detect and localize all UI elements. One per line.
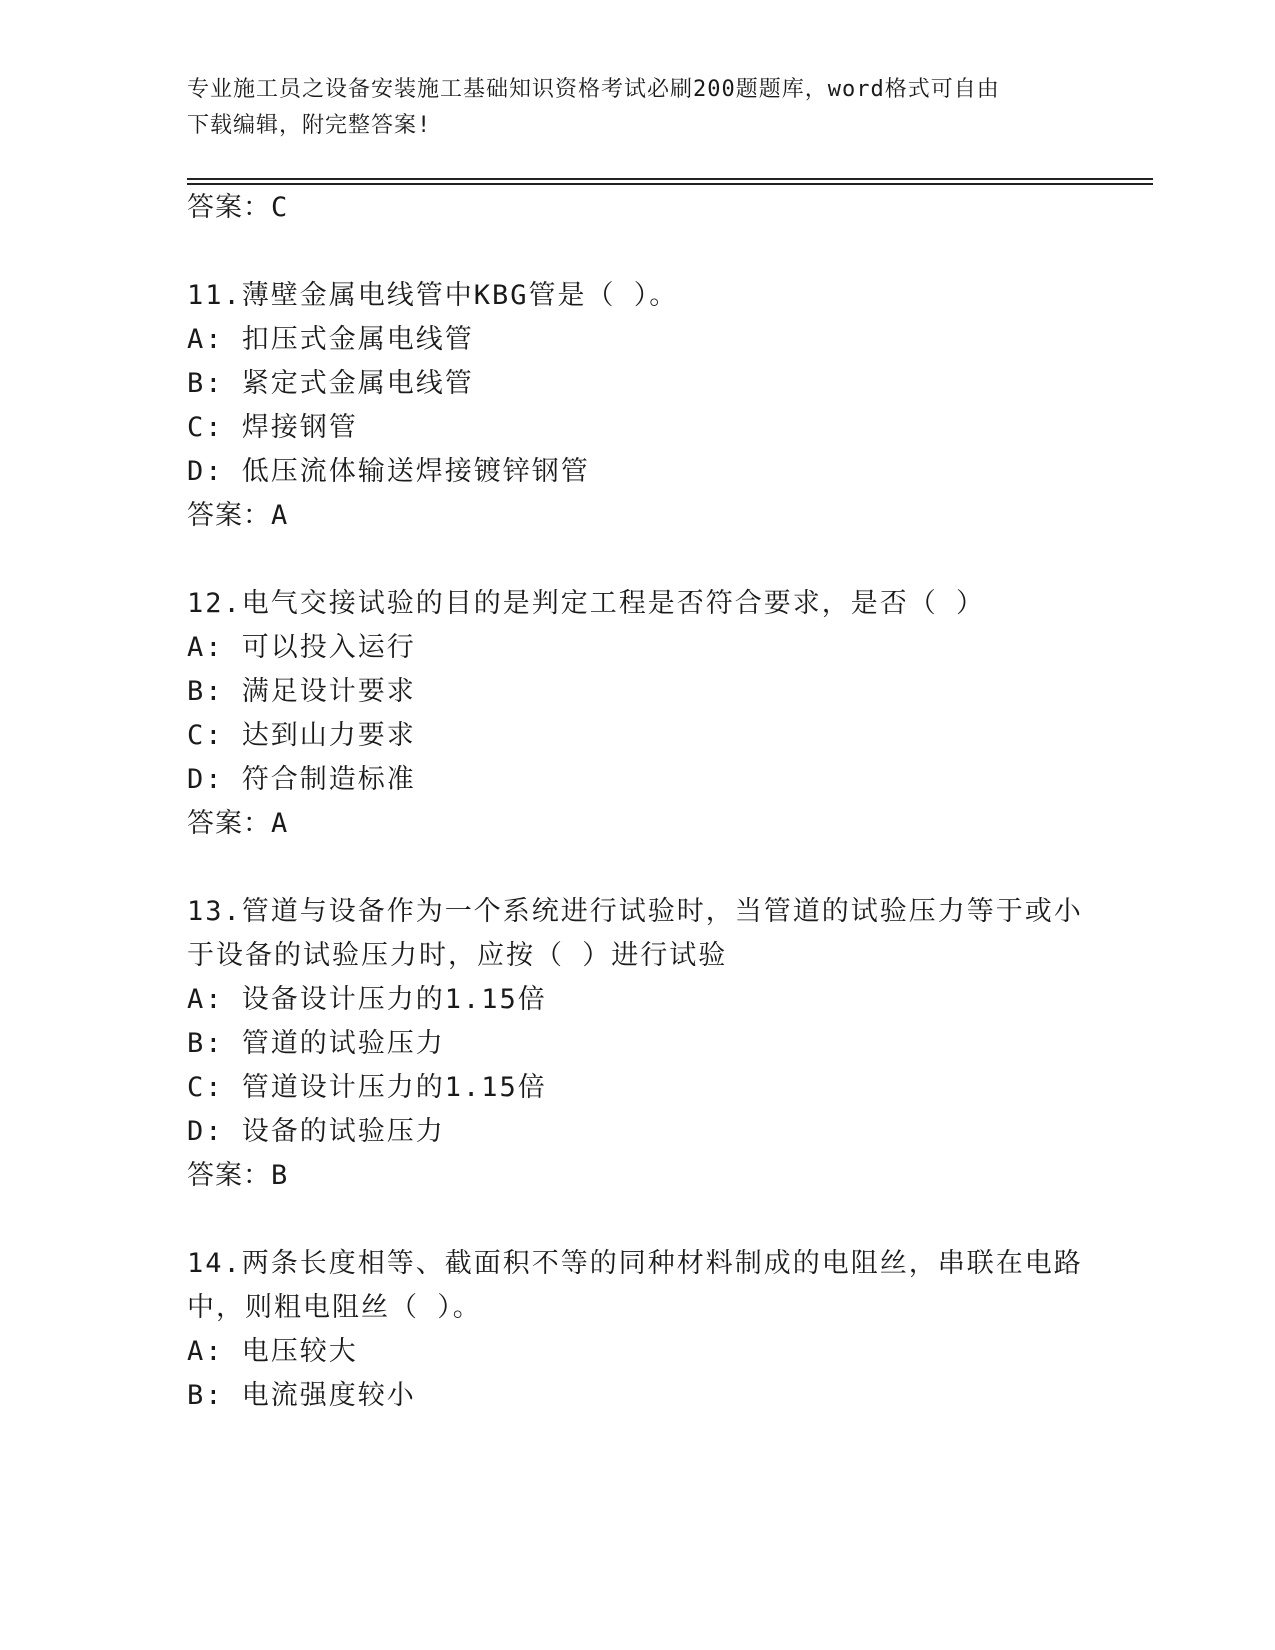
answer-label: 答案： xyxy=(187,808,271,839)
answer-label: 答案： xyxy=(187,1160,271,1191)
question-13-option-d: D: 设备的试验压力 xyxy=(187,1116,445,1147)
question-12-stem: 12.电气交接试验的目的是判定工程是否符合要求，是否（ ） xyxy=(187,588,986,619)
question-11-stem: 11.薄壁金属电线管中KBG管是（ ）。 xyxy=(187,280,679,311)
question-14-stem-line-1: 14.两条长度相等、截面积不等的同种材料制成的电阻丝，串联在电路 xyxy=(187,1248,1083,1279)
header-rule-bottom xyxy=(187,183,1153,185)
answer-value: A xyxy=(271,808,289,839)
document-header xyxy=(187,72,1067,144)
question-12-option-b: B: 满足设计要求 xyxy=(187,676,416,707)
question-12-option-a: A: 可以投入运行 xyxy=(187,632,416,663)
question-13-option-a: A: 设备设计压力的1.15倍 xyxy=(187,984,547,1015)
question-12-answer xyxy=(187,806,288,842)
question-14-stem-line-2: 中，则粗电阻丝（ ）。 xyxy=(187,1292,482,1323)
question-11-option-b: B: 紧定式金属电线管 xyxy=(187,368,474,399)
question-11-option-a: A: 扣压式金属电线管 xyxy=(187,324,474,355)
question-13-answer xyxy=(187,1158,288,1194)
question-11-answer xyxy=(187,498,288,534)
answer-value: A xyxy=(271,500,289,531)
question-13-option-b: B: 管道的试验压力 xyxy=(187,1028,445,1059)
question-12-option-d: D: 符合制造标准 xyxy=(187,764,416,795)
question-12-option-c: C: 达到山力要求 xyxy=(187,720,416,751)
header-line-2: 下载编辑，附完整答案! xyxy=(187,113,432,138)
answer-value: C xyxy=(271,192,289,223)
question-13-option-c: C: 管道设计压力的1.15倍 xyxy=(187,1072,547,1103)
question-11-option-d: D: 低压流体输送焊接镀锌钢管 xyxy=(187,456,590,487)
answer-line xyxy=(187,190,288,226)
question-11-option-c: C: 焊接钢管 xyxy=(187,412,358,443)
question-14-option-a: A: 电压较大 xyxy=(187,1336,358,1367)
header-line-1: 专业施工员之设备安装施工基础知识资格考试必刷200题题库，word格式可自由 xyxy=(187,77,1000,102)
question-14-option-b: B: 电流强度较小 xyxy=(187,1380,416,1411)
answer-label: 答案： xyxy=(187,192,271,223)
question-13-stem-line-1: 13.管道与设备作为一个系统进行试验时，当管道的试验压力等于或小 xyxy=(187,896,1083,927)
question-13-stem-line-2: 于设备的试验压力时，应按（ ）进行试验 xyxy=(187,940,728,971)
answer-value: B xyxy=(271,1160,289,1191)
answer-label: 答案： xyxy=(187,500,271,531)
header-rule-top xyxy=(187,178,1153,180)
